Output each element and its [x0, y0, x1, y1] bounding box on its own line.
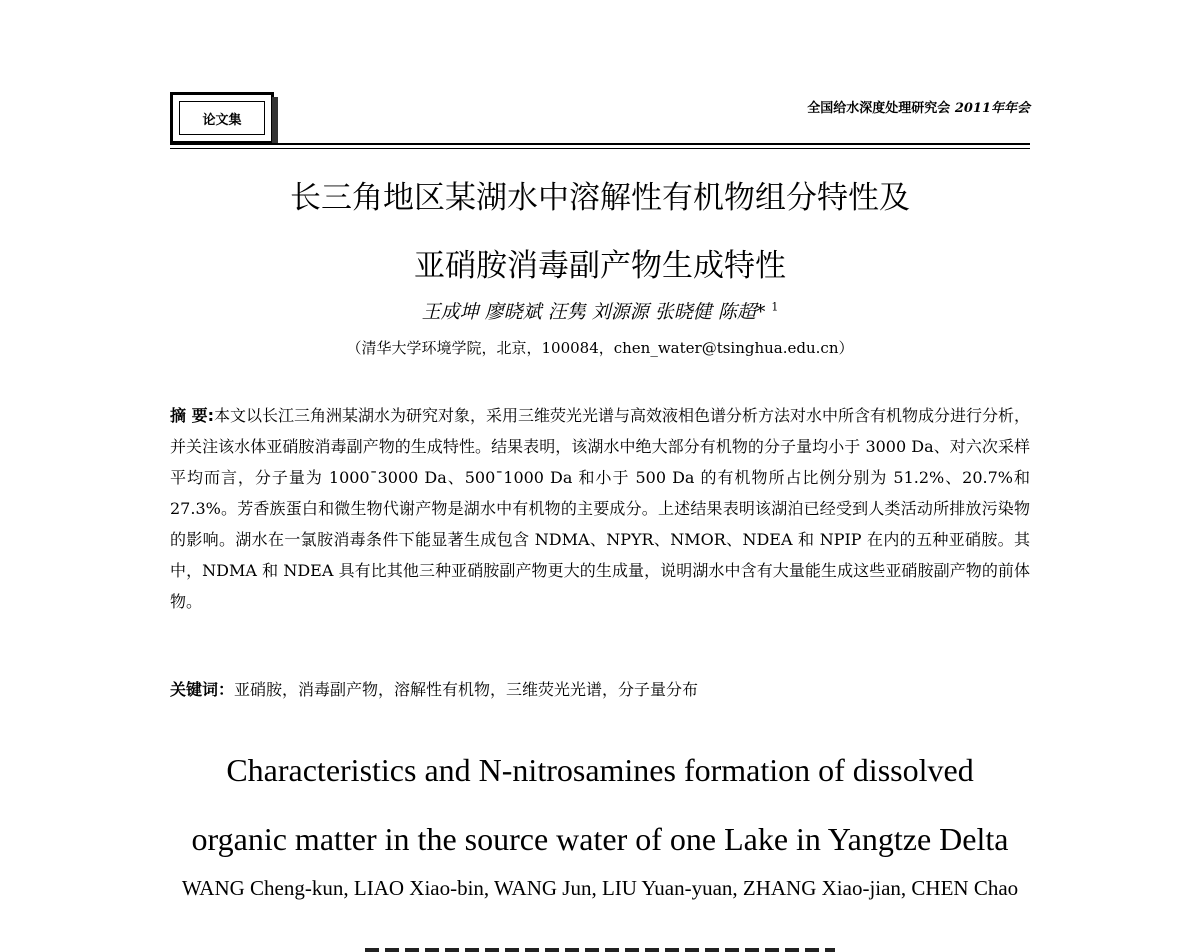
journal-name: 全国给水深度处理研究会 — [807, 101, 951, 116]
abstract-label: 摘 要: — [170, 406, 214, 425]
abstract — [170, 400, 1030, 617]
section-tag-box — [170, 92, 274, 144]
header-rule-thin — [170, 148, 1030, 149]
section-tag-label: 论文集 — [202, 112, 242, 128]
en-title-line-1: Characteristics and N-nitrosamines formation of dissolved — [226, 752, 974, 788]
en-title-line-2: organic matter in the source water of one Lake in Yangtze Delta — [191, 821, 1009, 857]
header-rule-thick — [170, 143, 1030, 145]
cn-authors — [170, 297, 1030, 324]
cn-title-line-2: 亚硝胺消毒副产物生成特性 — [414, 248, 786, 284]
journal-header — [807, 97, 1030, 116]
cn-author-affil-mark: 1 — [771, 300, 779, 314]
keywords-label: 关键词： — [170, 680, 235, 699]
cn-affiliation: （清华大学环境学院，北京，100084，chen_water@tsinghua.edu.cn） — [346, 339, 854, 357]
cut-off-affiliation-line — [365, 942, 835, 952]
en-authors: WANG Cheng-kun, LIAO Xiao-bin, WANG Jun, LIU Yuan-yuan, ZHANG Xiao-jian, CHEN Chao — [181, 876, 1019, 900]
keywords-text: 亚硝胺，消毒副产物，溶解性有机物，三维荧光光谱，分子量分布 — [234, 680, 699, 699]
abstract-text: 本文以长江三角洲某湖水为研究对象，采用三维荧光光谱与高效液相色谱分析方法对水中所含有机物成分进行分析，并关注该水体亚硝胺消毒副产物的生成特性。结果表明，该湖水中绝大部分有机物的分子量均小于 3000 Da、对六次采样平均而言，分子量为 1000¯3000 Da、500¯1000 Da 和小于 500 Da 的有机物所占比例分别为 51.2%、20.7%和 27.3%。芳香族蛋白和微生物代谢产物是湖水中有机物的主要成分。上述结果表明该湖泊已经受到人类活动所排放污染物的影响。湖水在一氯胺消毒条件下能显著生成包含 NDMA、NPYR、NMOR、NDEA 和 NPIP 在内的五种亚硝胺。其中，NDMA 和 NDEA 具有比其他三种亚硝胺副产物更大的生成量，说明湖水中含有大量能生成这些亚硝胺副产物的前体物。 — [170, 406, 1030, 611]
cn-title-line-1: 长三角地区某湖水中溶解性有机物组分特性及 — [290, 180, 910, 216]
section-tag-edge — [272, 97, 278, 143]
keywords — [170, 677, 1030, 700]
section-tag-inner — [179, 101, 265, 135]
journal-year: 2011年年会 — [954, 101, 1030, 116]
cn-author-names: 王成坤 廖晓斌 汪隽 刘源源 张晓健 陈超* — [421, 301, 766, 323]
